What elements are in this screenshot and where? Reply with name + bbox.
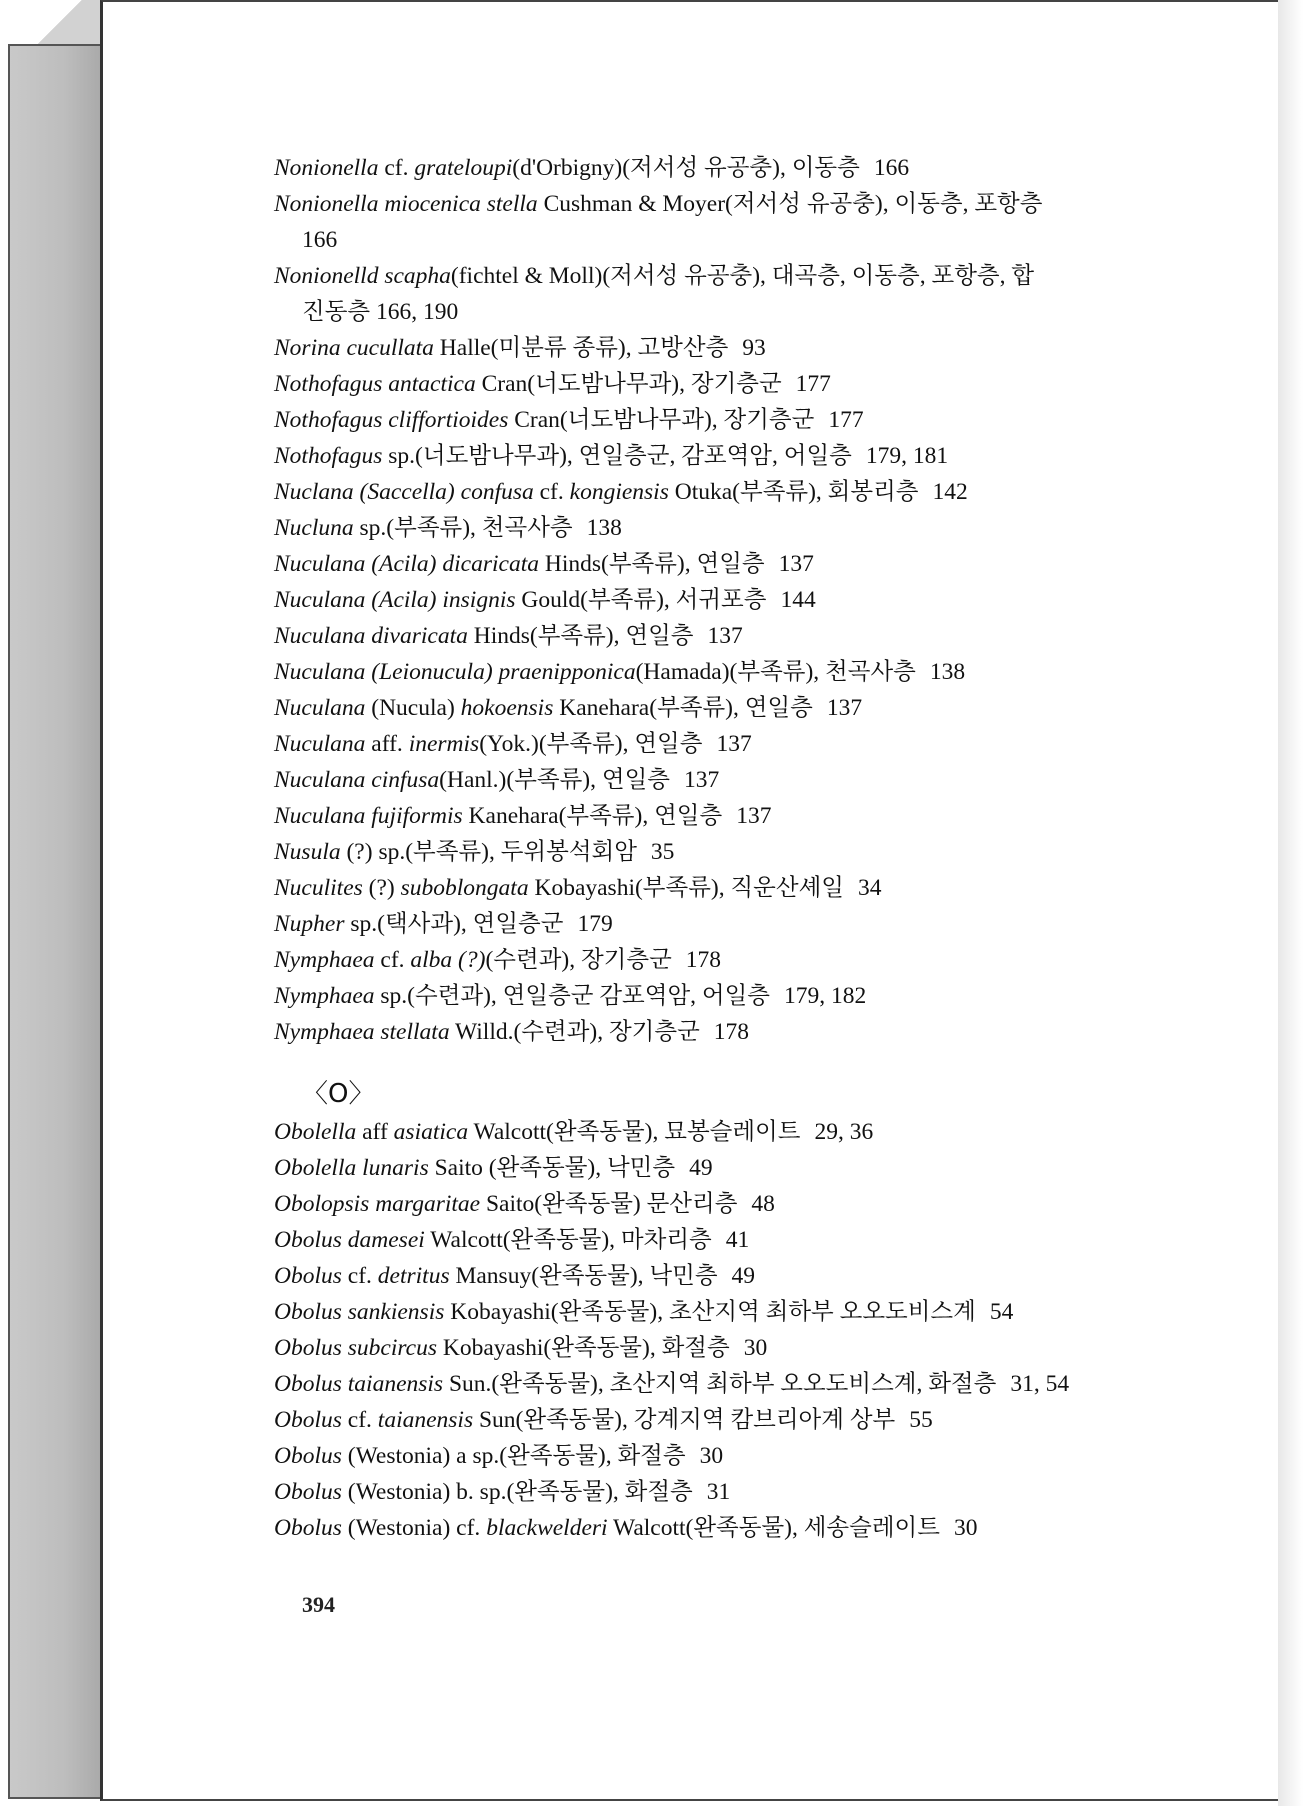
index-entry — [274, 258, 1194, 330]
species-name: Nothofagus antactica — [274, 371, 476, 397]
index-section-o — [274, 1114, 1194, 1546]
entry-text: cf. — [533, 479, 570, 505]
entry-text: (Nucula) — [365, 695, 461, 721]
entry-text: Otuka(부족류), 회봉리층 — [668, 479, 919, 505]
page-reference: 137 — [736, 803, 772, 829]
species-name: Nuclana (Saccella) confusa — [274, 479, 534, 505]
species-name: Nuculana (Acila) insignis — [274, 587, 516, 613]
index-entry — [274, 150, 1194, 186]
species-name: Nuculana — [274, 731, 366, 757]
entry-text: (fichtel & Moll)(저서성 유공충), 대곡층, 이동층, 포항층, 합 — [450, 263, 1035, 289]
page-reference: 137 — [707, 623, 743, 649]
entry-text: sp.(부족류), 천곡사층 — [353, 515, 573, 541]
entry-text: Sun(완족동물), 강계지역 캄브리아계 상부 — [473, 1407, 896, 1433]
page-reference: 30 — [953, 1515, 978, 1541]
entry-text: (?) — [362, 875, 401, 901]
entry-text: Gould(부족류), 서귀포층 — [515, 587, 767, 613]
species-name: Nusula — [274, 839, 341, 865]
entry-text: Kanehara(부족류), 연일층 — [553, 695, 813, 721]
species-name: Nuculana fujiformis — [274, 803, 463, 829]
page-reference: 31, 54 — [1010, 1371, 1070, 1397]
page-reference: 30 — [743, 1335, 768, 1361]
species-name: kongiensis — [569, 479, 669, 505]
index-entry — [274, 1402, 1194, 1438]
species-name: Nuculana — [274, 695, 366, 721]
species-name: Nupher — [274, 911, 345, 937]
index-entry — [274, 942, 1194, 978]
entry-text: Hinds(부족류), 연일층 — [538, 551, 765, 577]
species-name: Nuculana cinfusa — [274, 767, 440, 793]
entry-text: sp.(택사과), 연일층군 — [344, 911, 564, 937]
species-name: Nuculana (Acila) dicaricata — [274, 551, 539, 577]
entry-text: sp.(수련과), 연일층군 감포역암, 어일층 — [374, 983, 771, 1009]
index-entry — [274, 330, 1194, 366]
species-name: taianensis — [377, 1407, 474, 1433]
entry-text: (Hamada)(부족류), 천곡사층 — [635, 659, 916, 685]
page-reference: 179 — [577, 911, 613, 937]
species-name: grateloupi — [414, 155, 513, 181]
index-entry — [274, 762, 1194, 798]
index-entry — [274, 1114, 1194, 1150]
entry-continuation: 진동층 166, 190 — [302, 299, 459, 325]
species-name: Nuculana (Leionucula) praenipponica — [274, 659, 636, 685]
species-name: Nothofagus — [274, 443, 383, 469]
entry-text: Kobayashi(완족동물), 화절층 — [436, 1335, 730, 1361]
page-shadow — [1278, 0, 1303, 1806]
index-entry — [274, 1366, 1194, 1402]
entry-text: sp.(너도밤나무과), 연일층군, 감포역암, 어일층 — [382, 443, 852, 469]
index-entry — [274, 1474, 1194, 1510]
index-entry — [274, 798, 1194, 834]
index-section-n — [274, 150, 1194, 1050]
page-reference: 138 — [929, 659, 966, 685]
entry-text: Cushman & Moyer(저서성 유공충), 이동층, 포항층 — [537, 191, 1043, 217]
index-entry — [274, 1438, 1194, 1474]
species-name: Obolella lunaris — [274, 1155, 429, 1181]
entry-text: (수련과), 장기층군 — [485, 947, 672, 973]
species-name: Nothofagus cliffortioides — [274, 407, 509, 433]
index-entry — [274, 906, 1194, 942]
page-reference: 49 — [731, 1263, 756, 1289]
entry-text: Cran(너도밤나무과), 장기층군 — [508, 407, 815, 433]
index-entry — [274, 1186, 1194, 1222]
species-name: Norina cucullata — [274, 335, 434, 361]
species-name: Nuculites — [274, 875, 363, 901]
species-name: detritus — [377, 1263, 450, 1289]
index-entry — [274, 474, 1194, 510]
entry-text: Saito(완족동물) 문산리층 — [480, 1191, 738, 1217]
species-name: hokoensis — [460, 695, 554, 721]
page-reference: 178 — [685, 947, 722, 973]
book-edge-top — [8, 0, 106, 50]
index-entry — [274, 546, 1194, 582]
index-content — [274, 150, 1194, 1546]
index-entry — [274, 870, 1194, 906]
page-reference: 177 — [828, 407, 864, 433]
entry-text: (Hanl.)(부족류), 연일층 — [439, 767, 670, 793]
book-spine — [8, 44, 104, 1799]
page-reference: 31 — [706, 1479, 731, 1505]
index-entry — [274, 510, 1194, 546]
page-reference: 137 — [683, 767, 720, 793]
page-reference: 137 — [826, 695, 863, 721]
species-name: blackwelderi — [486, 1515, 608, 1541]
page-reference: 137 — [778, 551, 814, 577]
entry-text: Hinds(부족류), 연일층 — [467, 623, 694, 649]
species-name: Obolus — [274, 1515, 342, 1541]
entry-text: Walcott(완족동물), 세송슬레이트 — [607, 1515, 940, 1541]
species-name: Obolus — [274, 1407, 342, 1433]
page-number: 394 — [302, 1592, 335, 1617]
page-reference: 142 — [932, 479, 968, 505]
entry-text: Walcott(완족동물), 마차리층 — [424, 1227, 712, 1253]
entry-text: (Westonia) cf. — [341, 1515, 487, 1541]
page-reference: 34 — [857, 875, 882, 901]
index-entry — [274, 1014, 1194, 1050]
index-entry — [274, 402, 1194, 438]
entry-text: Halle(미분류 종류), 고방산층 — [433, 335, 729, 361]
index-entry — [274, 1222, 1194, 1258]
entry-text: Kanehara(부족류), 연일층 — [462, 803, 723, 829]
page-reference: 48 — [751, 1191, 775, 1217]
index-entry — [274, 366, 1194, 402]
species-name: Nymphaea — [274, 947, 375, 973]
page-reference: 35 — [650, 839, 675, 865]
entry-text: Walcott(완족동물), 묘봉슬레이트 — [468, 1119, 801, 1145]
entry-text: Mansuy(완족동물), 낙민층 — [449, 1263, 718, 1289]
entry-text: (Westonia) b. sp.(완족동물), 화절층 — [341, 1479, 693, 1505]
page-reference: 179, 182 — [784, 983, 867, 1009]
entry-text: (Yok.)(부족류), 연일층 — [479, 731, 703, 757]
species-name: alba (?) — [410, 947, 486, 973]
species-name: Obolus — [274, 1263, 342, 1289]
entry-text: Kobayashi(완족동물), 초산지역 최하부 오오도비스계 — [444, 1299, 976, 1325]
species-name: inermis — [408, 731, 480, 757]
page-reference: 29, 36 — [814, 1119, 874, 1145]
species-name: Nymphaea — [274, 983, 375, 1009]
entry-text: cf. — [341, 1407, 378, 1433]
index-entry — [274, 654, 1194, 690]
entry-text: Saito (완족동물), 낙민층 — [428, 1155, 676, 1181]
entry-text: Sun.(완족동물), 초산지역 최하부 오오도비스계, 화절층 — [443, 1371, 997, 1397]
entry-text: cf. — [341, 1263, 378, 1289]
species-name: Obolus — [274, 1443, 342, 1469]
index-entry — [274, 1330, 1194, 1366]
species-name: Nonionelld scapha — [274, 263, 451, 289]
index-entry — [274, 1258, 1194, 1294]
species-name: Nonionella — [274, 155, 379, 181]
index-entry — [274, 1150, 1194, 1186]
index-entry — [274, 582, 1194, 618]
species-name: Obolus sankiensis — [274, 1299, 445, 1325]
entry-text: aff. — [365, 731, 409, 757]
entry-text: Willd.(수련과), 장기층군 — [449, 1019, 700, 1045]
species-name: Nucluna — [274, 515, 354, 541]
index-entry — [274, 186, 1194, 258]
species-name: Nymphaea stellata — [274, 1019, 450, 1045]
entry-text: aff — [356, 1119, 394, 1145]
species-name: Obolus — [274, 1479, 342, 1505]
species-name: Obolopsis margaritae — [274, 1191, 481, 1217]
page-reference: 137 — [716, 731, 752, 757]
entry-text: (d'Orbigny)(저서성 유공충), 이동층 — [512, 155, 860, 181]
page-reference: 144 — [780, 587, 816, 613]
page-reference: 41 — [725, 1227, 750, 1253]
species-name: Obolella — [274, 1119, 357, 1145]
species-name: Obolus taianensis — [274, 1371, 444, 1397]
index-entry — [274, 1294, 1194, 1330]
entry-text: cf. — [378, 155, 415, 181]
entry-text: (Westonia) a sp.(완족동물), 화절층 — [341, 1443, 686, 1469]
entry-text: Kobayashi(부족류), 직운산셰일 — [528, 875, 844, 901]
index-entry — [274, 618, 1194, 654]
index-entry — [274, 438, 1194, 474]
page-reference: 178 — [713, 1019, 750, 1045]
entry-text: Cran(너도밤나무과), 장기층군 — [475, 371, 782, 397]
page-reference: 93 — [742, 335, 766, 361]
entry-continuation: 166 — [302, 227, 338, 253]
page-reference: 49 — [689, 1155, 713, 1181]
species-name: Obolus subcircus — [274, 1335, 437, 1361]
species-name: Obolus damesei — [274, 1227, 425, 1253]
page-reference: 30 — [699, 1443, 724, 1469]
section-heading-o: 〈O〉 — [302, 1079, 375, 1109]
species-name: suboblongata — [400, 875, 529, 901]
species-name: Nonionella miocenica stella — [274, 191, 538, 217]
page-reference: 55 — [909, 1407, 933, 1433]
species-name: Nuculana divaricata — [274, 623, 468, 649]
page-reference: 54 — [989, 1299, 1014, 1325]
entry-text: (?) sp.(부족류), 두위봉석회암 — [340, 839, 637, 865]
index-entry — [274, 978, 1194, 1014]
index-entry — [274, 1510, 1194, 1546]
index-entry — [274, 834, 1194, 870]
index-entry — [274, 690, 1194, 726]
species-name: asiatica — [393, 1119, 469, 1145]
page-reference: 166 — [873, 155, 910, 181]
index-entry — [274, 726, 1194, 762]
entry-text: cf. — [374, 947, 411, 973]
page-reference: 179, 181 — [865, 443, 949, 469]
page-reference: 138 — [586, 515, 622, 541]
page-reference: 177 — [795, 371, 831, 397]
